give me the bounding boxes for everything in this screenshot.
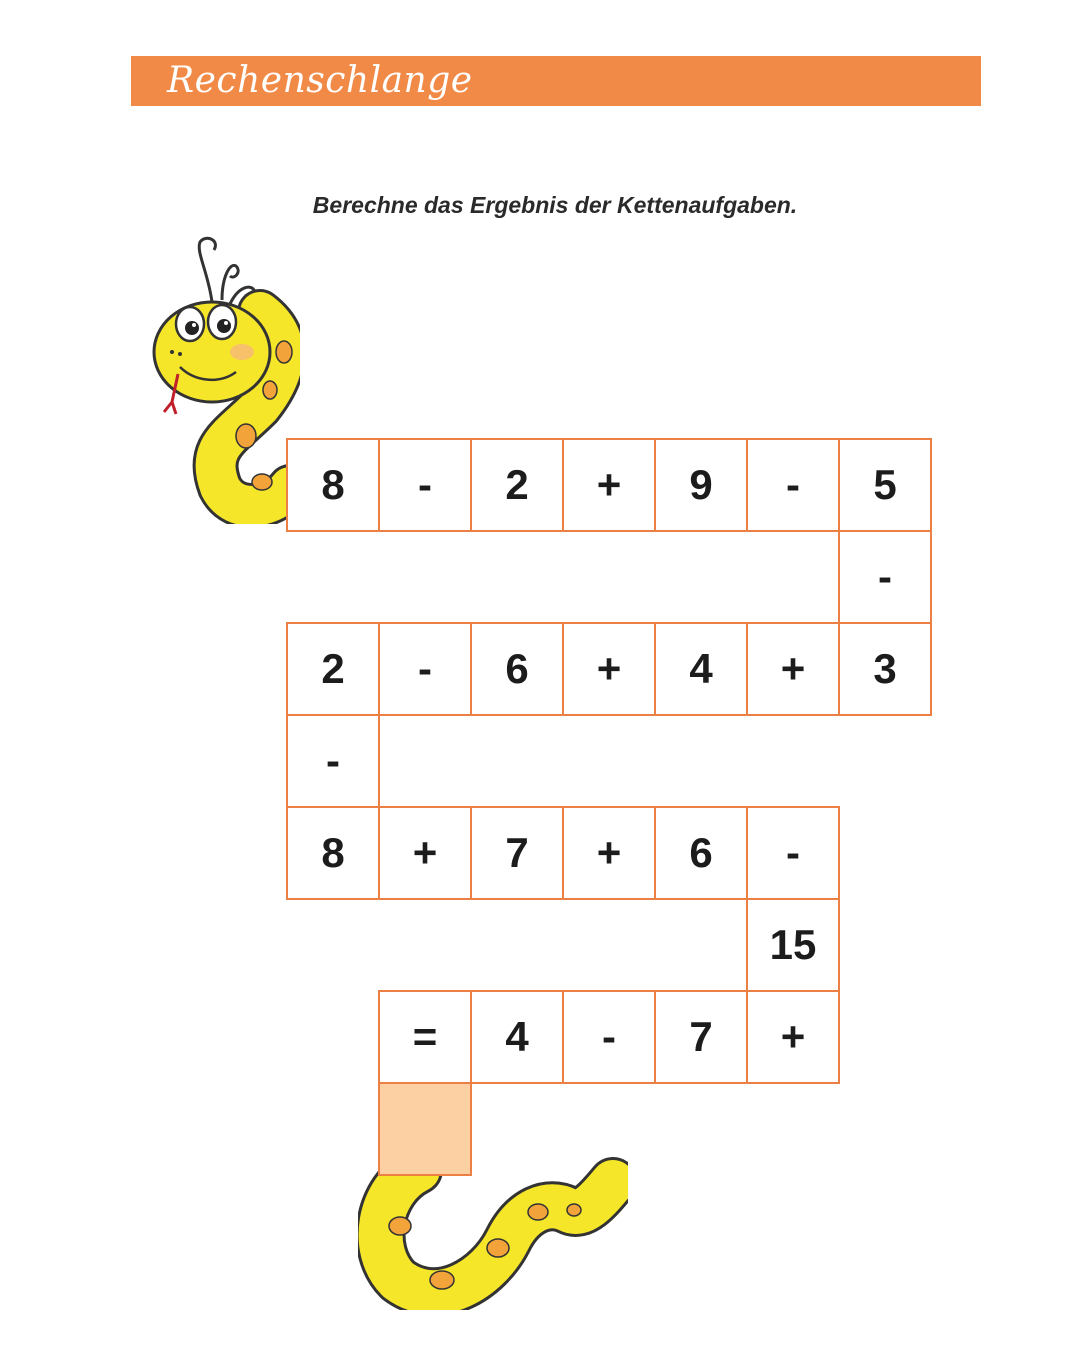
puzzle-cell: 5 [838, 438, 932, 532]
page-title: Rechenschlange [167, 60, 473, 101]
puzzle-cell: - [286, 714, 380, 808]
puzzle-cell: - [746, 806, 840, 900]
puzzle-cell: = [378, 990, 472, 1084]
puzzle-cell: 8 [286, 438, 380, 532]
puzzle-cell: + [746, 622, 840, 716]
puzzle-cell: - [838, 530, 932, 624]
puzzle-cell: 4 [654, 622, 748, 716]
puzzle-cell: 9 [654, 438, 748, 532]
puzzle-cell: - [746, 438, 840, 532]
instruction-text: Berechne das Ergebnis der Kettenaufgaben. [312, 192, 798, 218]
puzzle-cell: 7 [470, 806, 564, 900]
puzzle-cell: - [378, 622, 472, 716]
puzzle-cell: + [746, 990, 840, 1084]
puzzle-cell: 7 [654, 990, 748, 1084]
puzzle-cell: 2 [470, 438, 564, 532]
puzzle-cell: + [562, 438, 656, 532]
puzzle-cell: 6 [654, 806, 748, 900]
puzzle-cell: 2 [286, 622, 380, 716]
puzzle-cell: + [562, 806, 656, 900]
puzzle-cell: 3 [838, 622, 932, 716]
puzzle-cell: 8 [286, 806, 380, 900]
puzzle-cell: 6 [470, 622, 564, 716]
puzzle-cell: + [378, 806, 472, 900]
puzzle-cell: - [378, 438, 472, 532]
puzzle-cell: 15 [746, 898, 840, 992]
answer-cell[interactable] [378, 1082, 472, 1176]
puzzle-cell: - [562, 990, 656, 1084]
puzzle-cell: 4 [470, 990, 564, 1084]
puzzle-cell: + [562, 622, 656, 716]
